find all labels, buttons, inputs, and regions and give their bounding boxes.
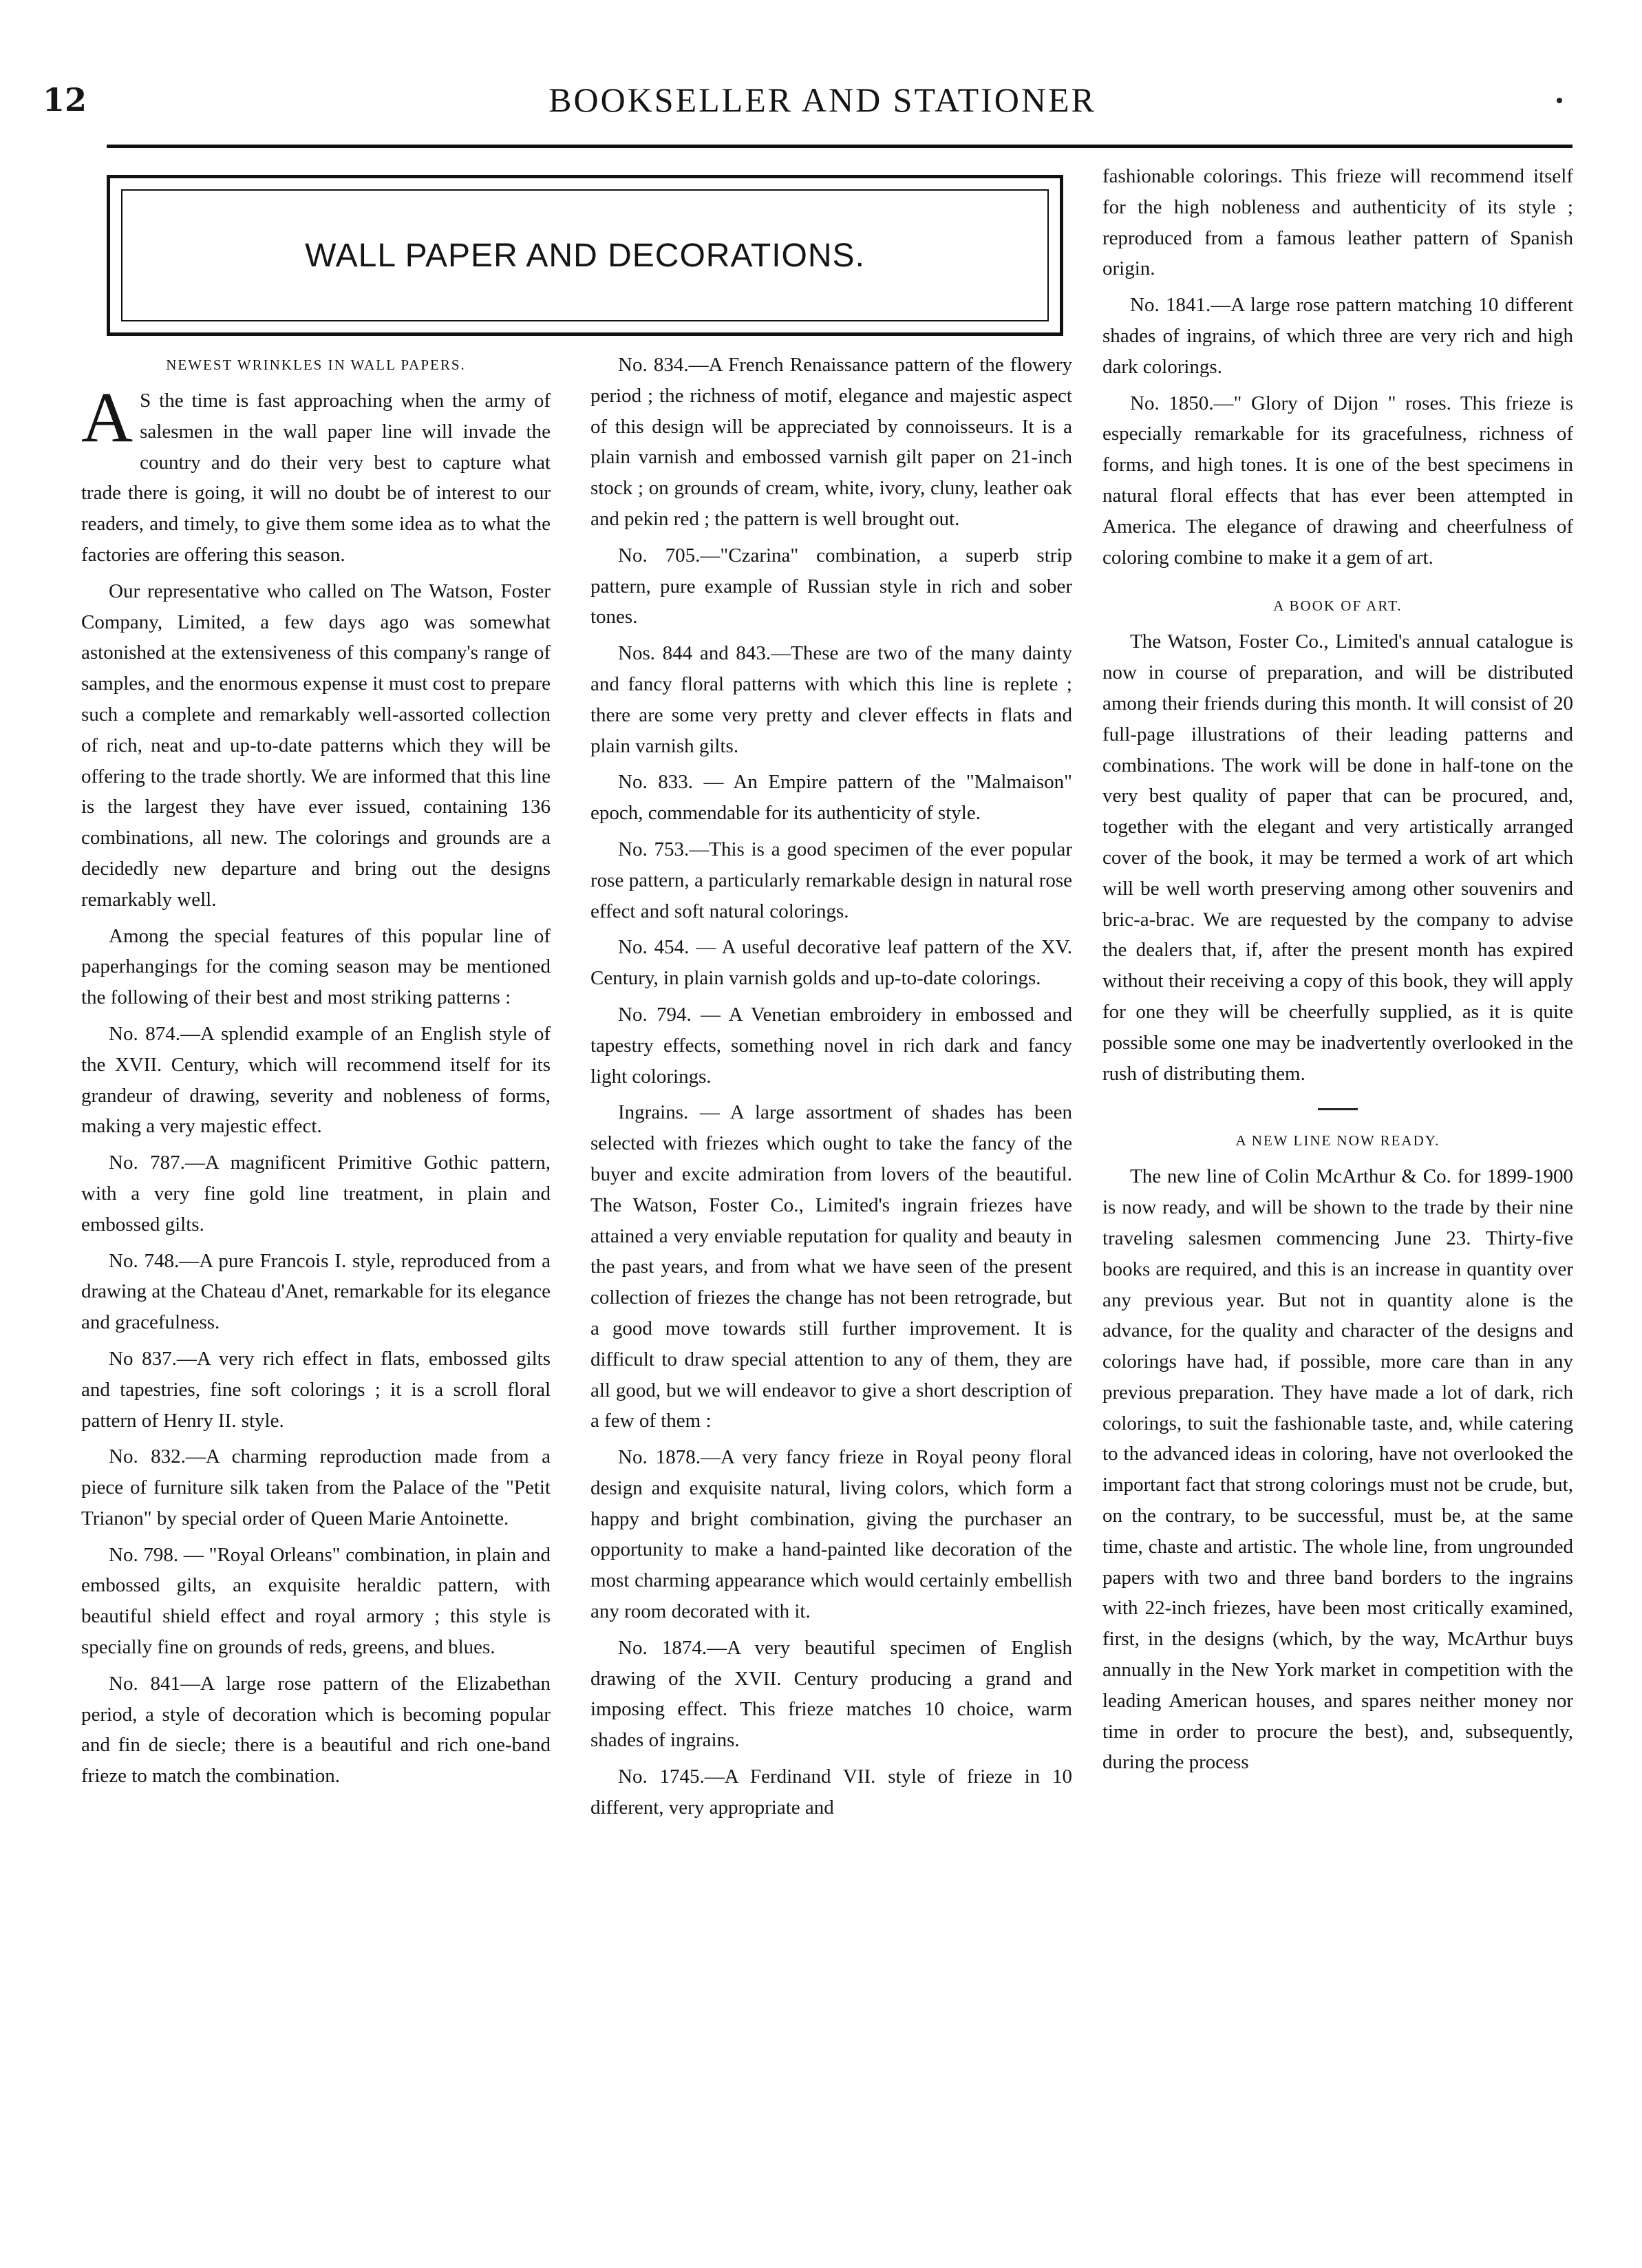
pattern-entry: No. 1745.—A Ferdinand VII. style of frieze in 10 different, very appropriate and xyxy=(590,1766,1072,1819)
paragraph-intro xyxy=(81,378,551,571)
pattern-entry: No 837.—A very rich effect in flats, embossed gilts and tapestries, fine soft colorings ; it is a scroll floral pattern of Henry II. style. xyxy=(81,1347,551,1432)
paragraph-intro-text: S the time is fast approaching when the army of salesmen in the wall paper line will invade the country and do their very best to capture what trade there is going, it will no doubt be of interest to our readers, and timely, to give them some idea as to what the factories are offering this season. xyxy=(81,390,551,566)
article-title-box xyxy=(107,175,1063,336)
pattern-entry: No. 787.—A magnificent Primitive Gothic pattern, with a very fine gold line treatment, in plain and embossed gilts. xyxy=(81,1152,551,1236)
article-title: WALL PAPER AND DECORATIONS. xyxy=(305,237,865,274)
paragraph: Among the special features of this popular line of paperhangings for the coming season may be mentioned the following of their best and most striking patterns : xyxy=(81,924,551,1009)
paragraph-new-line: The new line of Colin McArthur & Co. for 1899-1900 is now ready, and will be shown to the trade by their nine traveling salesmen commencing June 23. Thirty-five books are required, and this is an increase in quantity over any previous year. But not in quantity alone is the advance, for the quality and character of the designs and colorings have had, if possible, more care than in any previous preparation. They have made a lot of dark, rich colorings, to suit the fashionable taste, and, while catering to the advanced ideas in coloring, have not overlooked the important fact that strong colorings must not be crude, but, on the contrary, to be successful, must be, at the same time, chaste and artistic. The whole line, from ungrounded papers with two and three band borders to the ingrains with 22-inch friezes, have been most critically examined, first, in the designs (which, by the way, McArthur buys annually in the New York market in competition with the leading American houses, and spares neither money nor time in order to procure the best), and, subsequently, during the process xyxy=(1102,1165,1573,1774)
pattern-entry: No. 1850.—" Glory of Dijon " roses. This frieze is especially remarkable for its gracefulness, richness of forms, and high tones. It is one of the best specimens in natural floral effects that has ever been attempted in America. The elegance of drawing and cheerfulness of coloring combine to make it a gem of art. xyxy=(1102,392,1573,569)
pattern-entry: No. 834.—A French Renaissance pattern of the flowery period ; the richness of motif, elegance and majestic aspect of this design will be appreciated by connoisseurs. It is a plain varnish and embossed varnish gilt paper on 21-inch stock ; on grounds of cream, white, ivory, cluny, leather oak and pekin red ; the pattern is well brought out. xyxy=(590,354,1072,530)
pattern-entry: No. 1874.—A very beautiful specimen of English drawing of the XVII. Century producing a grand and imposing effect. This frieze matches 10 choice, warm shades of ingrains. xyxy=(590,1636,1072,1752)
pattern-entry: No. 798. — "Royal Orleans" combination, in plain and embossed gilts, an exquisite heraldic pattern, with beautiful shield effect and royal armory ; this style is specially fine on grounds of reds, greens, and blues. xyxy=(81,1543,551,1659)
pattern-entry: No. 1878.—A very fancy frieze in Royal peony floral design and exquisite natural, living colors, which form a happy and bright combination, giving the purchaser an opportunity to make a hand-painted like decoration of the most charming appearance which would certainly embellish any room decorated with it. xyxy=(590,1446,1072,1623)
pattern-entry: No. 705.—"Czarina" combination, a superb strip pattern, pure example of Russian style in rich and sober tones. xyxy=(590,544,1072,628)
pattern-entry: No. 874.—A splendid example of an English style of the XVII. Century, which will recommend itself for its grandeur of drawing, severity and nobleness of forms, making a very majestic effect. xyxy=(81,1022,551,1138)
page-number: 12 xyxy=(43,81,87,118)
section-divider xyxy=(1318,1108,1358,1110)
section-heading-newest-wrinkles: NEWEST WRINKLES IN WALL PAPERS. xyxy=(166,357,466,373)
paragraph-book-of-art: The Watson, Foster Co., Limited's annual catalogue is now in course of preparation, and will be distributed among their friends during this month. It will consist of 20 full-page illustrations of their leading patterns and combinations. The work will be done in half-tone on the very best quality of paper that can be procured, and, together with the elegant and very artistically arranged cover of the book, it may be termed a work of art which will be well worth preserving among other souvenirs and bric-a-brac. We are requested by the company to advise the dealers that, if, after the present month has expired without their receiving a copy of this book, they will apply for one they will be cheerfully supplied, as it is quite possible some one may be inadvertently overlooked in the rush of distributing them. xyxy=(1102,630,1573,1085)
pattern-entry: Nos. 844 and 843.—These are two of the many dainty and fancy floral patterns with which this line is replete ; there are some very pretty and clever effects in flats and plain varnish gilts. xyxy=(590,642,1072,757)
section-heading-book-of-art: A BOOK OF ART. xyxy=(1273,597,1403,615)
drop-cap: A xyxy=(81,378,134,457)
pattern-entry: No. 454. — A useful decorative leaf pattern of the XV. Century, in plain varnish golds and up-to-date colorings. xyxy=(590,936,1072,990)
paragraph-continued: fashionable colorings. This frieze will recommend itself for the high nobleness and authenticity of its style ; reproduced from a famous leather pattern of Spanish origin. xyxy=(1102,165,1573,280)
pattern-entry: No. 1841.—A large rose pattern matching 10 different shades of ingrains, of which three are very rich and high dark colorings. xyxy=(1102,294,1573,378)
section-heading-new-line: A NEW LINE NOW READY. xyxy=(1235,1132,1440,1149)
pattern-entry: No. 753.—This is a good specimen of the ever popular rose pattern, a particularly remarkable design in natural rose effect and soft natural colorings. xyxy=(590,838,1072,922)
article-title-inner-frame xyxy=(121,189,1049,321)
paragraph-ingrains: Ingrains. — A large assortment of shades has been selected with friezes which ought to take the fancy of the buyer and excite admiration from lovers of the beautiful. The Watson, Foster Co., Limited's ingrain friezes have attained a very enviable reputation for quality and beauty in the past years, and from what we have seen of the present collection of friezes the change has not been retrograde, but a good move towards still further improvement. It is difficult to draw special attention to any of them, they are all good, but we will endeavor to give a short description of a few of them : xyxy=(590,1101,1072,1432)
running-head: BOOKSELLER AND STATIONER xyxy=(548,81,1096,119)
header-dot xyxy=(1557,98,1562,103)
header-rule xyxy=(107,145,1572,148)
pattern-entry: No. 832.—A charming reproduction made from a piece of furniture silk taken from the Palace of the "Petit Trianon" by special order of Queen Marie Antoinette. xyxy=(81,1445,551,1529)
column-1 xyxy=(81,350,551,1797)
column-2 xyxy=(590,350,1072,1829)
pattern-entry: No. 794. — A Venetian embroidery in embossed and tapestry effects, something novel in rich dark and fancy light colorings. xyxy=(590,1003,1072,1088)
paragraph: Our representative who called on The Watson, Foster Company, Limited, a few days ago was somewhat astonished at the extensiveness of this company's range of samples, and the enormous expense it must cost to prepare such a complete and remarkably well-assorted collection of rich, neat and up-to-date patterns which they will be offering to the trade shortly. We are informed that this line is the largest they have ever issued, containing 136 combinations, all new. The colorings and grounds are a decidedly new departure and bring out the designs remarkably well. xyxy=(81,580,551,911)
pattern-entry: No. 748.—A pure Francois I. style, reproduced from a drawing at the Chateau d'Anet, remarkable for its elegance and gracefulness. xyxy=(81,1249,551,1334)
column-3 xyxy=(1102,161,1573,1783)
pattern-entry: No. 833. — An Empire pattern of the "Malmaison" epoch, commendable for its authenticity of style. xyxy=(590,771,1072,825)
pattern-entry: No. 841—A large rose pattern of the Elizabethan period, a style of decoration which is becoming popular and fin de siecle; there is a beautiful and rich one-band frieze to match the combination. xyxy=(81,1672,551,1788)
